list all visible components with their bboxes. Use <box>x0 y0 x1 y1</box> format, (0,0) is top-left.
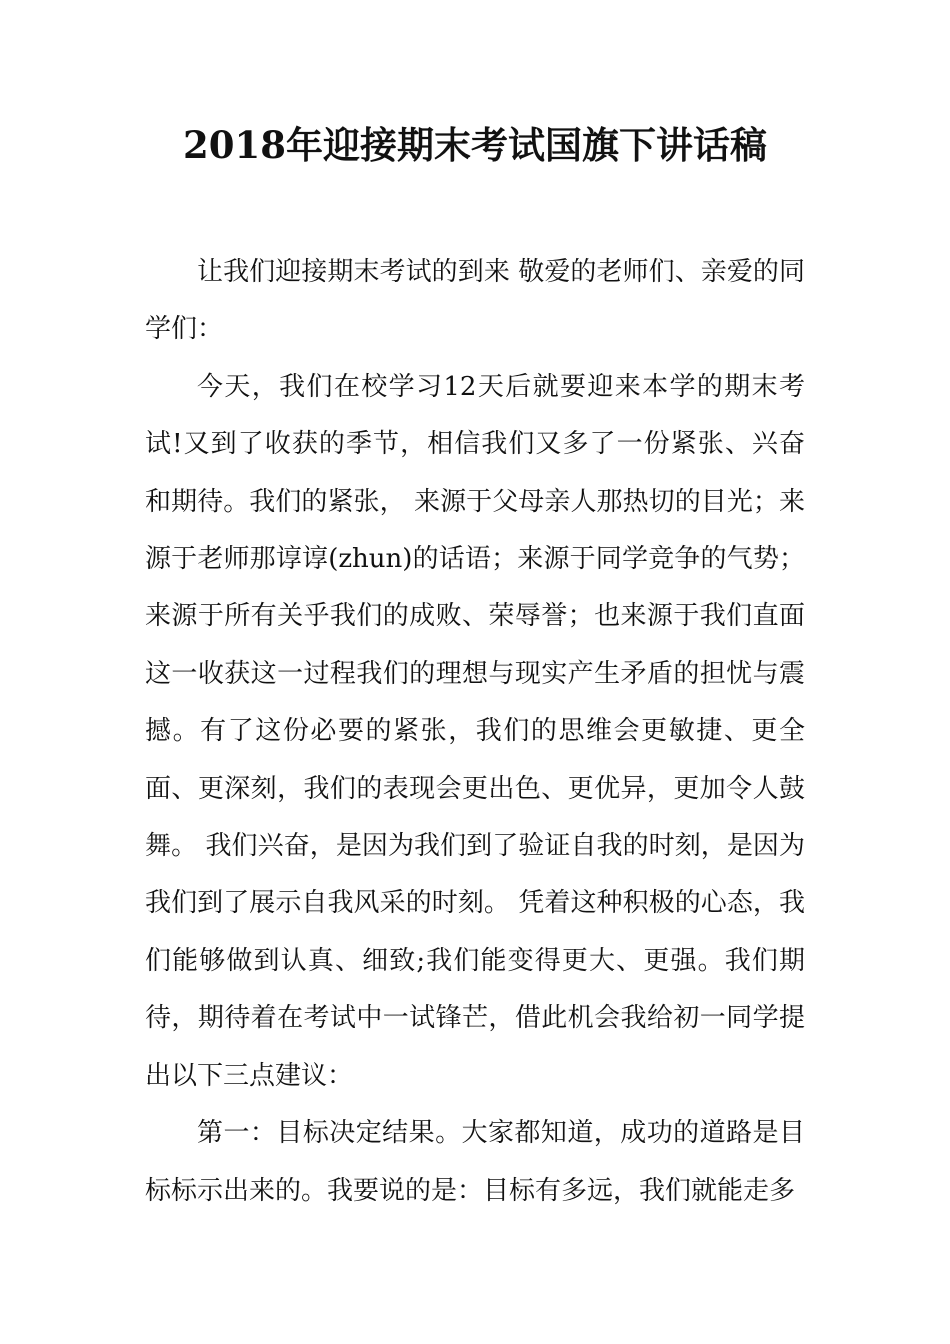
paragraph-greeting: 让我们迎接期末考试的到来 敬爱的老师们、亲爱的同学们： <box>145 257 805 345</box>
document-title: 2018年迎接期末考试国旗下讲话稿 <box>183 123 767 167</box>
document-body <box>145 244 805 1220</box>
paragraph-first-suggestion: 第一：目标决定结果。大家都知道，成功的道路是目标标示出来的。我要说的是：目标有多远，我们就能走多 <box>145 1118 805 1206</box>
paragraph-exam-feelings: 今天，我们在校学习12天后就要迎来本学的期末考试!又到了收获的季节，相信我们又多了一份紧张、兴奋和期待。我们的紧张， 来源于父母亲人那热切的目光；来源于老师那谆谆(zhun)的话语；来源于同学竞争的气势；来源于所有关乎我们的成败、荣辱誉；也来源于我们直面这一收获这一过程我们的理想与现实产生矛盾的担忧与震撼。有了这份必要的紧张，我们的思维会更敏捷、更全面、更深刻，我们的表现会更出色、更优异，更加令人鼓舞。 我们兴奋，是因为我们到了验证自我的时刻，是因为我们到了展示自我风采的时刻。 凭着这种积极的心态，我们能够做到认真、细致;我们能变得更大、更强。我们期待，期待着在考试中一试锋芒，借此机会我给初一同学提出以下三点建议： <box>145 371 805 1091</box>
